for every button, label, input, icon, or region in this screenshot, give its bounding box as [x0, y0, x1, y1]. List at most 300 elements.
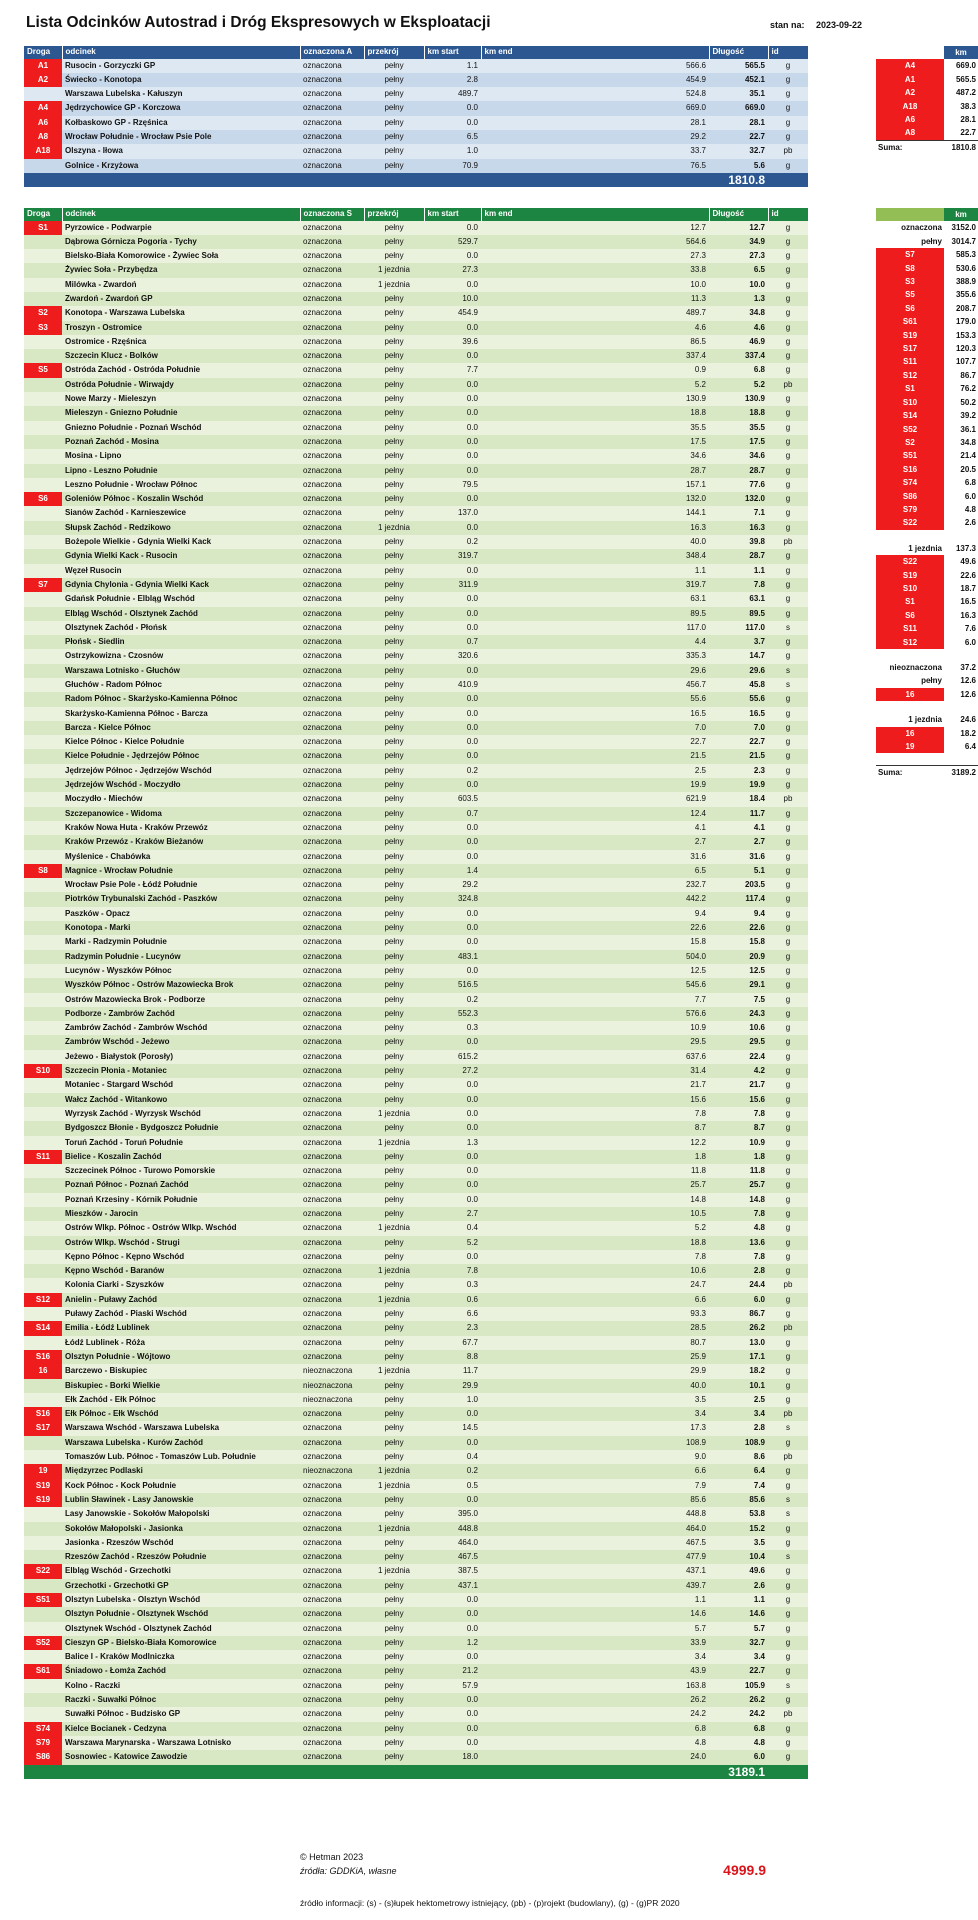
- table-row: [24, 159, 808, 173]
- section-name: Suwałki Północ - Budzisko GP: [62, 1707, 300, 1721]
- km-end: 669.0: [481, 101, 709, 115]
- road-id: S52: [24, 1636, 62, 1650]
- length: 8.6: [709, 1450, 768, 1464]
- table-row: [24, 1178, 808, 1192]
- km-end: 21.5: [481, 749, 709, 763]
- marking: oznaczona: [300, 850, 364, 864]
- table-row: [24, 821, 808, 835]
- cross-section: pełny: [364, 1650, 424, 1664]
- table-row: [24, 964, 808, 978]
- km-start: 0.0: [424, 749, 481, 763]
- road-id: [24, 392, 62, 406]
- marking: oznaczona: [300, 735, 364, 749]
- cross-section: pełny: [364, 1536, 424, 1550]
- section-name: Szczepanowice - Widoma: [62, 807, 300, 821]
- km-end: 7.9: [481, 1479, 709, 1493]
- marking: oznaczona: [300, 964, 364, 978]
- source-id: g: [768, 435, 808, 449]
- cross-section: pełny: [364, 607, 424, 621]
- km-end: 448.8: [481, 1507, 709, 1521]
- km-start: 454.9: [424, 306, 481, 320]
- cross-section: pełny: [364, 421, 424, 435]
- km-end: 17.5: [481, 435, 709, 449]
- road-id: [24, 1021, 62, 1035]
- section-name: Kołbaskowo GP - Rzęśnica: [62, 116, 300, 130]
- km-start: 0.0: [424, 1650, 481, 1664]
- source-id: g: [768, 735, 808, 749]
- cross-section: pełny: [364, 392, 424, 406]
- section-name: Zambrów Zachód - Zambrów Wschód: [62, 1021, 300, 1035]
- cross-section: pełny: [364, 864, 424, 878]
- cross-section: pełny: [364, 621, 424, 635]
- km-start: 0.0: [424, 1707, 481, 1721]
- side-road: [876, 248, 978, 261]
- source-id: g: [768, 1736, 808, 1750]
- length: 85.6: [709, 1493, 768, 1507]
- cross-section: pełny: [364, 664, 424, 678]
- marking: oznaczona: [300, 835, 364, 849]
- side-road: [876, 740, 978, 753]
- road-id: S5: [24, 363, 62, 377]
- km-start: 1.3: [424, 1136, 481, 1150]
- cross-section: pełny: [364, 406, 424, 420]
- side-road-value: 16.5: [960, 597, 976, 607]
- table-row: [24, 1136, 808, 1150]
- cross-section: pełny: [364, 87, 424, 101]
- cross-section: pełny: [364, 235, 424, 249]
- source-id: s: [768, 1421, 808, 1435]
- length: 10.6: [709, 1021, 768, 1035]
- km-start: 29.2: [424, 878, 481, 892]
- source-id: g: [768, 1650, 808, 1664]
- cross-section: pełny: [364, 835, 424, 849]
- source-id: s: [768, 678, 808, 692]
- section-name: Kolno - Raczki: [62, 1679, 300, 1693]
- marking: oznaczona: [300, 321, 364, 335]
- side-road-label: A8: [876, 126, 944, 140]
- km-end: 21.7: [481, 1078, 709, 1092]
- marking: oznaczona: [300, 1550, 364, 1564]
- km-start: 0.0: [424, 907, 481, 921]
- side-group: [876, 674, 978, 687]
- length: 108.9: [709, 1436, 768, 1450]
- table-row: [24, 935, 808, 949]
- table-row: [24, 306, 808, 320]
- km-end: 117.0: [481, 621, 709, 635]
- marking: oznaczona: [300, 1579, 364, 1593]
- marking: oznaczona: [300, 478, 364, 492]
- km-start: 319.7: [424, 549, 481, 563]
- side-road: [876, 342, 978, 355]
- cross-section: pełny: [364, 692, 424, 706]
- road-id: [24, 1136, 62, 1150]
- km-start: 0.3: [424, 1278, 481, 1292]
- length: 22.4: [709, 1050, 768, 1064]
- km-end: 1.8: [481, 1150, 709, 1164]
- length: 86.7: [709, 1307, 768, 1321]
- road-id: A4: [24, 101, 62, 115]
- side-road-label: A4: [876, 59, 944, 72]
- cross-section: pełny: [364, 1078, 424, 1092]
- road-id: [24, 678, 62, 692]
- source-id: g: [768, 721, 808, 735]
- section-name: Anielin - Puławy Zachód: [62, 1293, 300, 1307]
- road-id: [24, 807, 62, 821]
- source-id: g: [768, 1035, 808, 1049]
- section-name: Głuchów - Radom Północ: [62, 678, 300, 692]
- table-row: [24, 778, 808, 792]
- marking: oznaczona: [300, 1193, 364, 1207]
- section-name: Moczydło - Miechów: [62, 792, 300, 806]
- spacer: [876, 753, 978, 766]
- km-end: 157.1: [481, 478, 709, 492]
- km-end: 35.5: [481, 421, 709, 435]
- section-name: Olsztynek Zachód - Płońsk: [62, 621, 300, 635]
- marking: oznaczona: [300, 721, 364, 735]
- length: 5.1: [709, 864, 768, 878]
- sum-spacer: [300, 173, 364, 187]
- cross-section: pełny: [364, 1507, 424, 1521]
- km-start: 0.0: [424, 1593, 481, 1607]
- length: 13.6: [709, 1236, 768, 1250]
- length: 6.8: [709, 363, 768, 377]
- road-id: [24, 749, 62, 763]
- length: 3.4: [709, 1650, 768, 1664]
- km-end: 442.2: [481, 892, 709, 906]
- road-id: [24, 821, 62, 835]
- cross-section: pełny: [364, 735, 424, 749]
- source-id: g: [768, 1078, 808, 1092]
- km-end: 7.8: [481, 1250, 709, 1264]
- road-id: [24, 621, 62, 635]
- road-id: A8: [24, 130, 62, 144]
- km-start: 0.0: [424, 921, 481, 935]
- marking: oznaczona: [300, 607, 364, 621]
- source-id: g: [768, 406, 808, 420]
- marking: oznaczona: [300, 1636, 364, 1650]
- km-end: 12.2: [481, 1136, 709, 1150]
- source-id: s: [768, 664, 808, 678]
- road-id: [24, 349, 62, 363]
- length: 2.5: [709, 1393, 768, 1407]
- side-road: [876, 126, 978, 140]
- section-name: Olsztynek Wschód - Olsztynek Zachód: [62, 1622, 300, 1636]
- road-id: [24, 1093, 62, 1107]
- section-name: Mieszków - Jarocin: [62, 1207, 300, 1221]
- cross-section: pełny: [364, 1550, 424, 1564]
- length: 46.9: [709, 335, 768, 349]
- cross-section: pełny: [364, 1064, 424, 1078]
- cross-section: pełny: [364, 1450, 424, 1464]
- cross-section: pełny: [364, 101, 424, 115]
- table-row: [24, 144, 808, 158]
- marking: oznaczona: [300, 764, 364, 778]
- side-road-value: 2.6: [964, 518, 976, 528]
- cross-section: pełny: [364, 1193, 424, 1207]
- road-id: [24, 1178, 62, 1192]
- section-name: Bielsko-Biała Komorowice - Żywiec Soła: [62, 249, 300, 263]
- km-end: 40.0: [481, 535, 709, 549]
- source-id: g: [768, 59, 808, 73]
- km-start: 0.0: [424, 101, 481, 115]
- km-end: 132.0: [481, 492, 709, 506]
- marking: oznaczona: [300, 892, 364, 906]
- road-id: S1: [24, 221, 62, 235]
- road-id: S11: [24, 1150, 62, 1164]
- km-start: 0.0: [424, 1250, 481, 1264]
- km-end: 86.5: [481, 335, 709, 349]
- source-id: g: [768, 363, 808, 377]
- length: 10.9: [709, 1136, 768, 1150]
- km-end: 18.8: [481, 1236, 709, 1250]
- side-road: [876, 490, 978, 503]
- cross-section: pełny: [364, 363, 424, 377]
- spacer: [876, 649, 944, 661]
- side-road: [876, 582, 978, 595]
- road-id: A2: [24, 73, 62, 87]
- cross-section: pełny: [364, 792, 424, 806]
- side-road-label: S17: [876, 342, 944, 355]
- km-end: 4.8: [481, 1736, 709, 1750]
- km-end: 31.4: [481, 1064, 709, 1078]
- km-start: 2.3: [424, 1321, 481, 1335]
- side-road-value: 38.3: [960, 101, 976, 111]
- table-row: [24, 349, 808, 363]
- section-name: Świecko - Konotopa: [62, 73, 300, 87]
- length: 11.8: [709, 1164, 768, 1178]
- source-id: g: [768, 1393, 808, 1407]
- source-id: g: [768, 421, 808, 435]
- marking: oznaczona: [300, 130, 364, 144]
- spacer: [876, 530, 978, 542]
- source-id: s: [768, 1507, 808, 1521]
- side-road: [876, 609, 978, 622]
- km-end: 24.0: [481, 1750, 709, 1764]
- km-start: 7.7: [424, 363, 481, 377]
- cross-section: pełny: [364, 921, 424, 935]
- road-id: [24, 1550, 62, 1564]
- table-row: [24, 1450, 808, 1464]
- km-start: 1.0: [424, 144, 481, 158]
- side-road-label: S79: [876, 503, 944, 516]
- marking: oznaczona: [300, 1093, 364, 1107]
- table-row: [24, 59, 808, 73]
- source-legend: źródło informacji: (s) - (s)łupek hektometrowy istniejący, (pb) - (p)rojekt (budowlany), (g) - (g)PR 2020: [300, 1898, 680, 1908]
- road-id: S2: [24, 306, 62, 320]
- source-id: s: [768, 1679, 808, 1693]
- km-end: 33.9: [481, 1636, 709, 1650]
- cross-section: pełny: [364, 349, 424, 363]
- road-id: 19: [24, 1464, 62, 1478]
- km-start: 0.6: [424, 1293, 481, 1307]
- source-id: g: [768, 101, 808, 115]
- road-id: [24, 735, 62, 749]
- source-id: g: [768, 1664, 808, 1678]
- table-row: [24, 1707, 808, 1721]
- section-name: Ostrzykowizna - Czosnów: [62, 649, 300, 663]
- marking: oznaczona: [300, 1050, 364, 1064]
- table-row: [24, 1221, 808, 1235]
- side-road-value: 530.6: [955, 263, 976, 273]
- km-start: 324.8: [424, 892, 481, 906]
- source-id: g: [768, 1636, 808, 1650]
- side-group-value: 137.3: [955, 543, 976, 553]
- km-end: 93.3: [481, 1307, 709, 1321]
- cross-section: pełny: [364, 749, 424, 763]
- section-name: Jędrzejów Północ - Jędrzejów Wschód: [62, 764, 300, 778]
- km-start: 0.0: [424, 692, 481, 706]
- road-id: [24, 978, 62, 992]
- cross-section: 1 jezdnia: [364, 1293, 424, 1307]
- table-row: [24, 1236, 808, 1250]
- cross-section: pełny: [364, 1150, 424, 1164]
- marking: oznaczona: [300, 1278, 364, 1292]
- length: 13.0: [709, 1336, 768, 1350]
- section-name: Skarżysko-Kamienna Północ - Barcza: [62, 707, 300, 721]
- km-end: 29.9: [481, 1364, 709, 1378]
- length: 10.0: [709, 278, 768, 292]
- length: 14.7: [709, 649, 768, 663]
- source-id: g: [768, 564, 808, 578]
- km-start: 410.9: [424, 678, 481, 692]
- road-id: S22: [24, 1564, 62, 1578]
- length: 22.7: [709, 130, 768, 144]
- section-name: Kępno Wschód - Baranów: [62, 1264, 300, 1278]
- marking: oznaczona: [300, 1178, 364, 1192]
- km-end: 40.0: [481, 1379, 709, 1393]
- road-id: S51: [24, 1593, 62, 1607]
- sum-value: 3189.1: [709, 1765, 768, 1779]
- cross-section: pełny: [364, 649, 424, 663]
- road-id: [24, 964, 62, 978]
- side-sum-value: 3189.2: [944, 766, 978, 780]
- section-name: Konotopa - Warszawa Lubelska: [62, 306, 300, 320]
- length: 4.2: [709, 1064, 768, 1078]
- source-id: g: [768, 335, 808, 349]
- source-id: g: [768, 1136, 808, 1150]
- length: 31.6: [709, 850, 768, 864]
- km-start: 437.1: [424, 1579, 481, 1593]
- length: 18.8: [709, 406, 768, 420]
- cross-section: pełny: [364, 59, 424, 73]
- cross-section: pełny: [364, 721, 424, 735]
- cross-section: pełny: [364, 321, 424, 335]
- marking: oznaczona: [300, 1136, 364, 1150]
- side-header: [876, 208, 978, 221]
- length: 29.6: [709, 664, 768, 678]
- km-start: 0.0: [424, 778, 481, 792]
- road-id: [24, 607, 62, 621]
- km-end: 15.8: [481, 935, 709, 949]
- cross-section: pełny: [364, 1664, 424, 1678]
- road-id: S61: [24, 1664, 62, 1678]
- side-sum: [876, 766, 978, 780]
- side-road-value: 34.8: [960, 437, 976, 447]
- side-road: [876, 315, 978, 328]
- marking: oznaczona: [300, 1021, 364, 1035]
- km-end: 566.6: [481, 59, 709, 73]
- side-road-value: 208.7: [955, 303, 976, 313]
- km-start: 0.0: [424, 735, 481, 749]
- source-id: g: [768, 1007, 808, 1021]
- km-start: 0.0: [424, 1150, 481, 1164]
- km-end: 3.5: [481, 1393, 709, 1407]
- marking: oznaczona: [300, 235, 364, 249]
- side-road-value: 49.6: [960, 557, 976, 567]
- side-road-label: A6: [876, 113, 944, 126]
- table-row: [24, 978, 808, 992]
- road-id: [24, 263, 62, 277]
- marking: nieoznaczona: [300, 1393, 364, 1407]
- length: 2.3: [709, 764, 768, 778]
- source-id: g: [768, 87, 808, 101]
- source-id: g: [768, 592, 808, 606]
- source-id: g: [768, 73, 808, 87]
- side-road: [876, 569, 978, 582]
- road-id: A18: [24, 144, 62, 158]
- road-id: [24, 1278, 62, 1292]
- km-end: 4.6: [481, 321, 709, 335]
- length: 29.5: [709, 1035, 768, 1049]
- km-end: 319.7: [481, 578, 709, 592]
- road-id: [24, 1707, 62, 1721]
- source-id: g: [768, 1536, 808, 1550]
- km-start: 0.0: [424, 1178, 481, 1192]
- side-road-label: S22: [876, 516, 944, 529]
- km-end: 504.0: [481, 950, 709, 964]
- length: 11.7: [709, 807, 768, 821]
- table-row: [24, 1093, 808, 1107]
- marking: oznaczona: [300, 1407, 364, 1421]
- table-row: [24, 621, 808, 635]
- table-row: [24, 1622, 808, 1636]
- table-row: [24, 449, 808, 463]
- column-header: Długość: [709, 208, 768, 221]
- section-name: Tomaszów Lub. Północ - Tomaszów Lub. Południe: [62, 1450, 300, 1464]
- marking: oznaczona: [300, 506, 364, 520]
- side-group: [876, 221, 978, 234]
- source-id: pb: [768, 1707, 808, 1721]
- cross-section: pełny: [364, 1393, 424, 1407]
- marking: oznaczona: [300, 1164, 364, 1178]
- road-id: S14: [24, 1321, 62, 1335]
- cross-section: pełny: [364, 506, 424, 520]
- cross-section: 1 jezdnia: [364, 1136, 424, 1150]
- section-name: Jędrzejów Wschód - Moczydło: [62, 778, 300, 792]
- km-start: 0.4: [424, 1450, 481, 1464]
- table-row: [24, 892, 808, 906]
- marking: oznaczona: [300, 564, 364, 578]
- cross-section: pełny: [364, 1093, 424, 1107]
- km-start: 320.6: [424, 649, 481, 663]
- cross-section: pełny: [364, 535, 424, 549]
- side-group-label: nieoznaczona: [889, 663, 942, 672]
- section-name: Lipno - Leszno Południe: [62, 464, 300, 478]
- km-start: 0.0: [424, 464, 481, 478]
- source-id: g: [768, 1464, 808, 1478]
- marking: oznaczona: [300, 1450, 364, 1464]
- length: 24.4: [709, 1278, 768, 1292]
- km-end: 6.5: [481, 864, 709, 878]
- km-start: 311.9: [424, 578, 481, 592]
- side-road: [876, 595, 978, 608]
- source-id: g: [768, 835, 808, 849]
- section-name: Jędrzychowice GP - Korczowa: [62, 101, 300, 115]
- table-row: [24, 363, 808, 377]
- length: 10.4: [709, 1550, 768, 1564]
- section-name: Lublin Sławinek - Lasy Janowskie: [62, 1493, 300, 1507]
- km-start: 10.0: [424, 292, 481, 306]
